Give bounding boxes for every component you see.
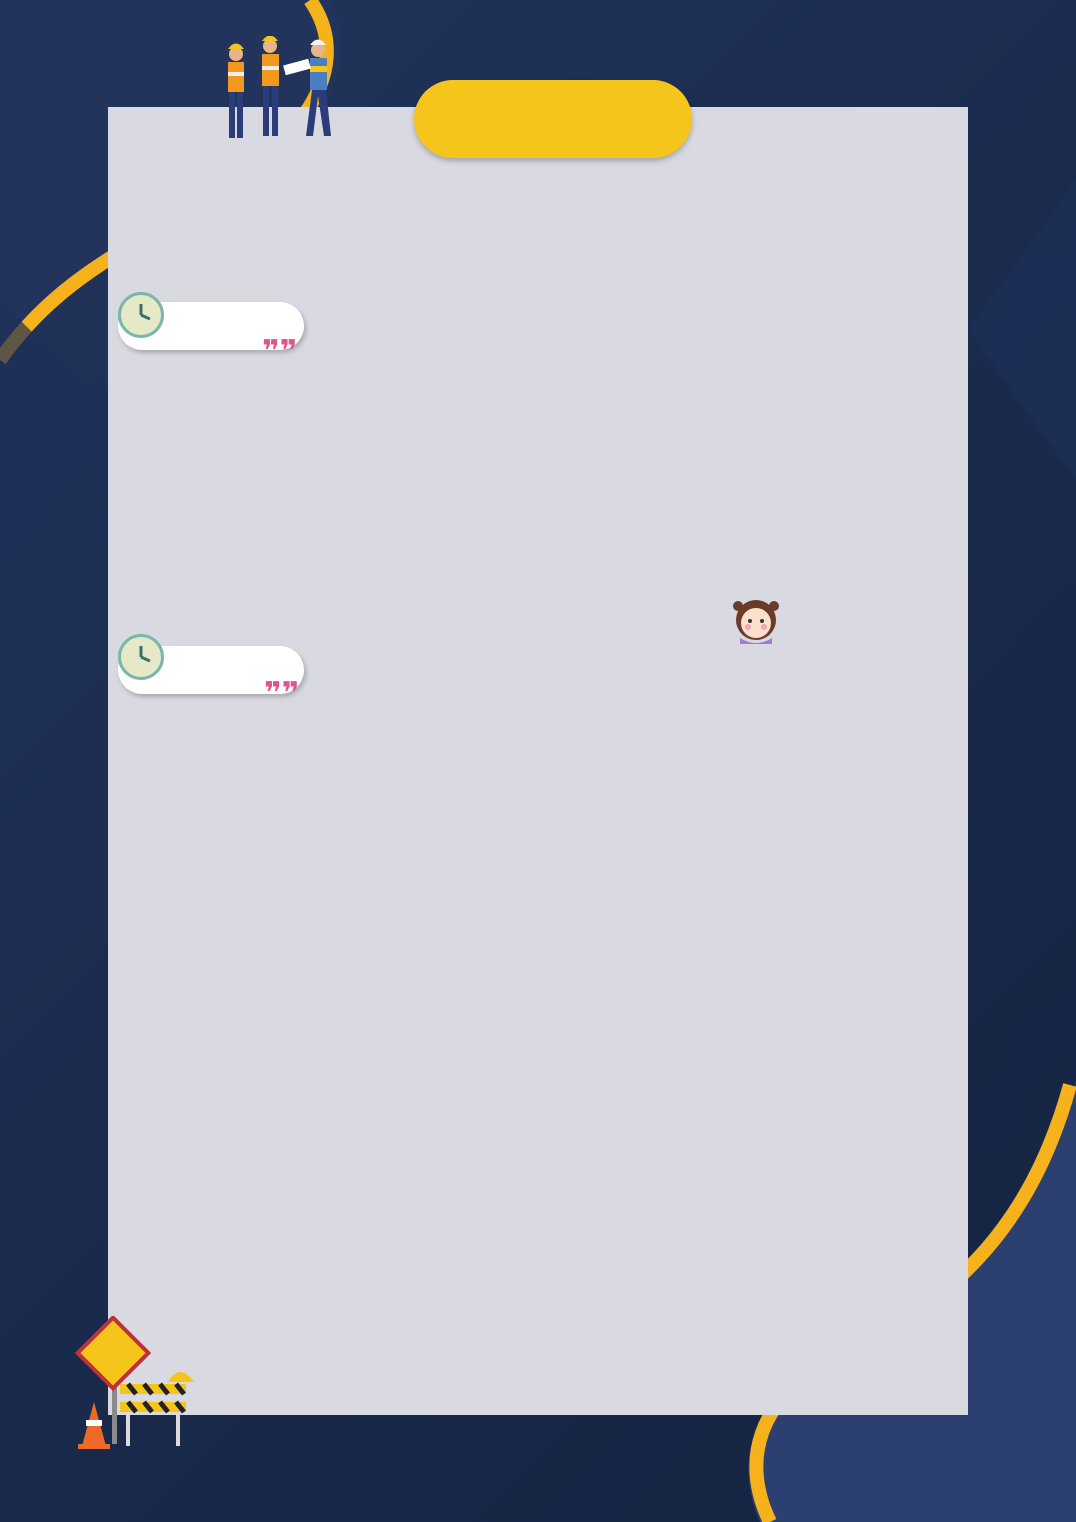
- title-badge: [414, 80, 692, 158]
- quote-mark-icon: ❞❞: [262, 334, 298, 369]
- clock-icon: [118, 292, 164, 338]
- girl-eating-icon: [726, 592, 786, 652]
- under-construction-sign-illustration: [72, 1316, 202, 1450]
- quote-mark-icon: ❞❞: [264, 676, 300, 711]
- construction-workers-illustration: [214, 36, 354, 142]
- clock-icon: [118, 634, 164, 680]
